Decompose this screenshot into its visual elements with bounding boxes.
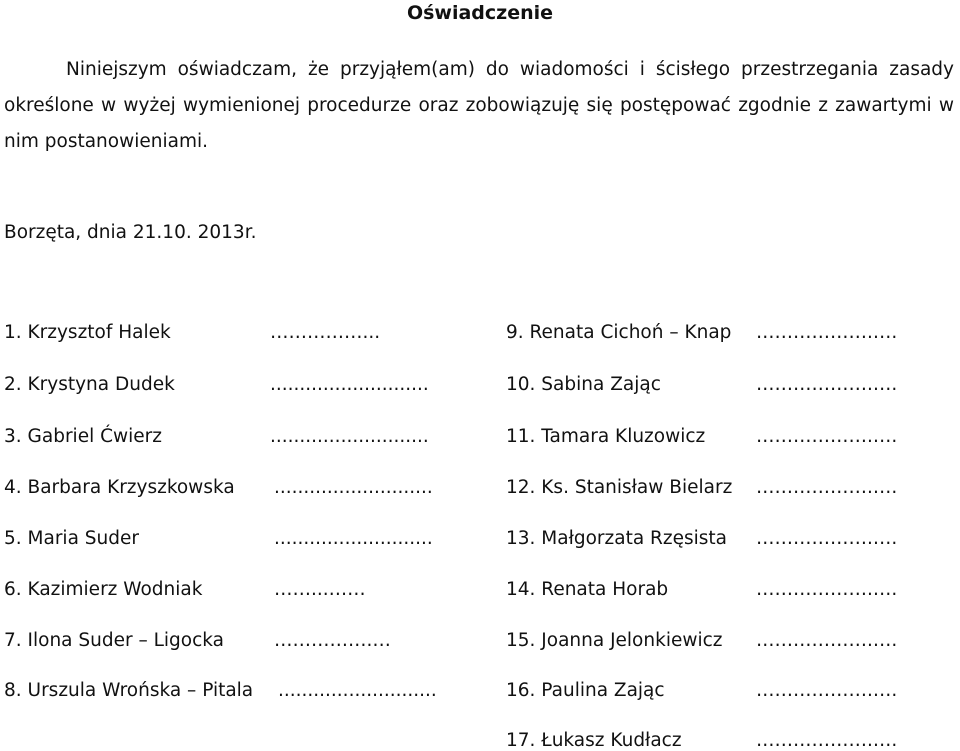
- left-list-item: 4. Barbara Krzyszkowska: [4, 477, 235, 498]
- left-list-item: 6. Kazimierz Wodniak: [4, 579, 203, 600]
- signature-line: ……………….….: [756, 579, 898, 600]
- right-list-item: 11. Tamara Kluzowicz: [506, 426, 706, 447]
- left-list-item: 1. Krzysztof Halek: [4, 322, 171, 343]
- signature-line: ……………….….: [756, 477, 898, 498]
- signature-line: ...........................: [270, 374, 429, 395]
- right-list-item: 17. Łukasz Kudłacz: [506, 730, 682, 751]
- left-list-item: 8. Urszula Wrońska – Pitala: [4, 680, 254, 701]
- signature-line: ……………….….: [756, 680, 898, 701]
- signature-line: ……………….….: [756, 528, 898, 549]
- signature-line: ...........................: [270, 426, 429, 447]
- signature-line: ……………….….: [756, 730, 898, 751]
- left-list-item: 2. Krystyna Dudek: [4, 374, 175, 395]
- declaration-paragraph: [4, 52, 954, 160]
- place-date: Borzęta, dnia 21.10. 2013r.: [4, 222, 257, 243]
- signature-line: ……………….….: [756, 322, 898, 343]
- signature-line: ……………….….: [756, 374, 898, 395]
- right-list-item: 13. Małgorzata Rzęsista: [506, 528, 727, 549]
- right-list-item: 10. Sabina Zając: [506, 374, 661, 395]
- left-list-item: 7. Ilona Suder – Ligocka: [4, 630, 225, 651]
- declaration-text: Niniejszym oświadczam, że przyjąłem(am) do wiadomości i ścisłego przestrzegania zasady określone w wyżej wymienionej procedurze oraz zobowiązuję się postępować zgodnie z zawartymi w nim postanowieniami.: [4, 59, 954, 152]
- signature-line: ……………...: [270, 322, 381, 343]
- signature-line: ……………….….: [756, 426, 898, 447]
- left-list-item: 5. Maria Suder: [4, 528, 139, 549]
- signature-line: ...........................: [274, 528, 433, 549]
- signature-line: ……………….….: [756, 630, 898, 651]
- right-list-item: 14. Renata Horab: [506, 579, 669, 600]
- signature-line: ...........................: [278, 680, 437, 701]
- signature-line: ...........................: [274, 477, 433, 498]
- signature-line: …………….…: [274, 630, 391, 651]
- document-title: Oświadczenie: [406, 2, 554, 24]
- right-list-item: 16. Paulina Zając: [506, 680, 665, 701]
- signature-line: ……...……: [274, 579, 366, 600]
- right-list-item: 9. Renata Cichoń – Knap: [506, 322, 732, 343]
- right-list-item: 12. Ks. Stanisław Bielarz: [506, 477, 733, 498]
- right-list-item: 15. Joanna Jelonkiewicz: [506, 630, 723, 651]
- left-list-item: 3. Gabriel Ćwierz: [4, 426, 162, 447]
